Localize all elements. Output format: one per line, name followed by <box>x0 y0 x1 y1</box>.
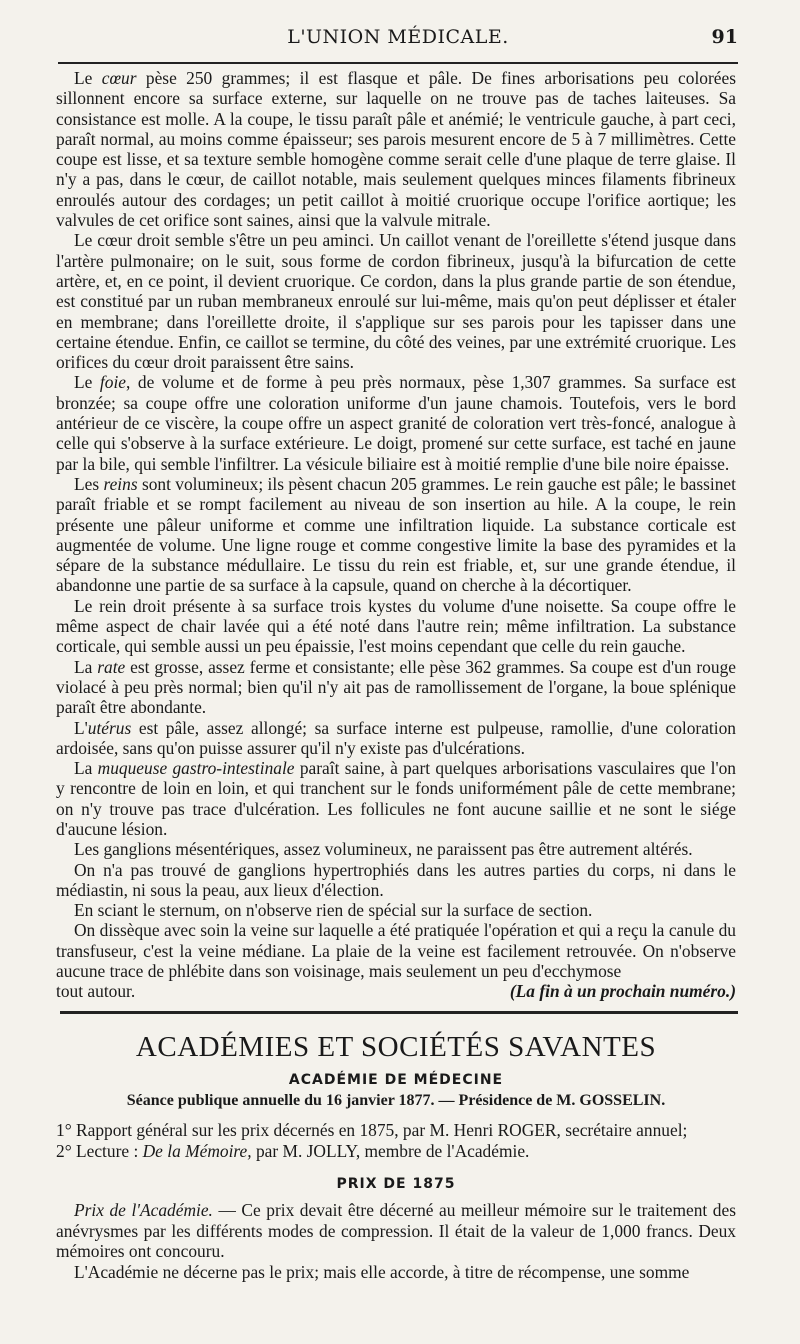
agenda-item: 2° Lecture : De la Mémoire, par M. JOLLY, membre de l'Académie. <box>56 1141 530 1161</box>
paragraph: L'utérus est pâle, assez allongé; sa surface interne est pulpeuse, ramollie, d'une coloration ardoisée, sans qu'on puisse assurer qu'il n'y existe pas d'ulcérations. <box>56 717 736 758</box>
paragraph: Le cœur pèse 250 grammes; il est flasque et pâle. De fines arborisations peu colorées sillonnent encore sa surface externe, sur laquelle on ne trouve pas de taches laiteuses. Sa consistance est molle. A la coupe, le tissu paraît pâle et anémié; le ventricule gauche, à part ceci, paraît normal, au moins comme épaisseur; ses parois mesurent encore de 5 à 7 millimètres. Cette coupe est lisse, et sa texture semble homogène comme serait celle d'une plaque de terre glaise. Il n'y a pas, dans le cœur, de caillot notable, mais seulement quelques minces filaments fibrineux enroulés autour des cordages; un petit caillot à moitié cruorique occupe l'orifice aortique; les valvules de cet orifice sont saines, ainsi que la valvule mitrale. <box>56 68 736 231</box>
paragraph: Le rein droit présente à sa surface trois kystes du volume d'une noisette. Sa coupe offre le même aspect de chair lavée qui a été noté dans l'autre rein; même infiltration. La substance corticale, qui semble aussi un peu épaissie, l'est moins cependant que celle du rein gauche. <box>56 595 736 657</box>
paragraph: La rate est grosse, assez ferme et consistante; elle pèse 362 grammes. Sa coupe est d'un rouge violacé à peu près normal; bien qu'il n'y ait pas de ramollissement de l'organe, la boue splénique paraît être abondante. <box>56 656 736 718</box>
closing-text: tout autour. <box>56 981 136 1002</box>
paragraph: L'Académie ne décerne pas le prix; mais elle accorde, à titre de récompense, une somme <box>74 1261 690 1282</box>
running-title: L'UNION MÉDICALE. <box>287 26 509 48</box>
section-rule <box>60 1011 738 1014</box>
closing-line <box>56 981 736 1001</box>
section-title: ACADÉMIES ET SOCIÉTÉS SAVANTES <box>135 1031 657 1063</box>
paragraph: En sciant le sternum, on n'observe rien de spécial sur la surface de section. <box>74 900 593 921</box>
session-line: Séance publique annuelle du 16 janvier 1877. — Présidence de M. GOSSELIN. <box>126 1092 666 1109</box>
academies-section <box>56 1018 736 1282</box>
agenda-item: 1° Rapport général sur les prix décernés en 1875, par M. Henri ROGER, secrétaire annuel; <box>56 1120 688 1140</box>
paragraph: Les reins sont volumineux; ils pèsent chacun 205 grammes. Le rein gauche est pâle; le bassinet paraît friable et se rompt facilement au niveau de son insertion au hile. A la coupe, le rein présente une pâleur uniforme et comme une infiltration liquide. La substance corticale est augmentée de volume. Une ligne rouge et comme congestive limite la base des pyramides et la sépare de la substance médullaire. Le tissu du rein est friable, et, sur une grande étendue, il abandonne une partie de sa surface à la capsule, quand on cherche à la décortiquer. <box>56 473 736 596</box>
paragraph: La muqueuse gastro-intestinale paraît saine, à part quelques arborisations vasculaires que l'on y rencontre de loin en loin, et qui tranchent sur le fonds uniformément pâle de cette membrane; on n'y trouve pas trace d'ulcération. Les follicules ne font aucune saillie et ne sont le siége d'aucune lésion. <box>56 758 736 839</box>
article-body <box>56 68 736 1002</box>
paragraph: Le foie, de volume et de forme à peu près normaux, pèse 1,307 grammes. Sa surface est bronzée; sa coupe offre une coloration uniforme d'un jaune chamois. Toutefois, vers le bord antérieur de ce viscère, la coupe offre un aspect granité de coloration vert très-foncé, analogue à celle qui s'observe à la surface extérieure. Le doigt, promené sur cette surface, est taché en jaune par la bile, qui semble l'infiltrer. La vésicule biliaire est à moitié remplie d'une bile noire épaisse. <box>56 372 736 474</box>
academy-heading: ACADÉMIE DE MÉDECINE <box>288 1072 504 1088</box>
prize-paragraph: Prix de l'Académie. — Ce prix devait être décerné au meilleur mémoire sur le traitement des anévrysmes par les différents modes de compression. Il était de la valeur de 1,000 francs. Deux mémoires ont concouru. <box>56 1200 736 1261</box>
running-head <box>56 22 740 56</box>
continuation-note: (La fin à un prochain numéro.) <box>509 981 736 1002</box>
paragraph: On n'a pas trouvé de ganglions hypertrophiés dans les autres parties du corps, ni dans le médiastin, ni sous la peau, aux lieux d'élection. <box>56 859 736 900</box>
page-number: 91 <box>711 26 738 48</box>
paragraph: Le cœur droit semble s'être un peu aminci. Un caillot venant de l'oreillette s'étend jusque dans l'artère pulmonaire; on le suit, sous forme de cordon fibrineux, jusqu'à la bifurcation de cette artère, et, en ce point, il devient cruorique. Ce cordon, dans la plus grande partie de son étendue, est constitué par un ruban membraneux enroulé sur lui-même, mais qu'on peut déplisser et étaler en membrane; dans l'oreillette droite, il s'applique sur ses parois pour les tapisser dans une certaine étendue. Enfin, ce caillot se termine, du côté des veines, par une extrémité cruorique. Les orifices du cœur droit paraissent être sains. <box>56 230 736 373</box>
paragraph: Les ganglions mésentériques, assez volumineux, ne paraissent pas être autrement altérés. <box>74 839 693 860</box>
header-rule <box>58 62 738 64</box>
prize-heading: PRIX DE 1875 <box>336 1176 456 1192</box>
paragraph: On dissèque avec soin la veine sur laquelle a été pratiquée l'opération et qui a reçu la canule du transfuseur, c'est la veine médiane. La plaie de la veine est facilement retrouvée. On n'observe aucune trace de phlébite dans son voisinage, mais seulement un peu d'ecchymose <box>56 920 736 982</box>
